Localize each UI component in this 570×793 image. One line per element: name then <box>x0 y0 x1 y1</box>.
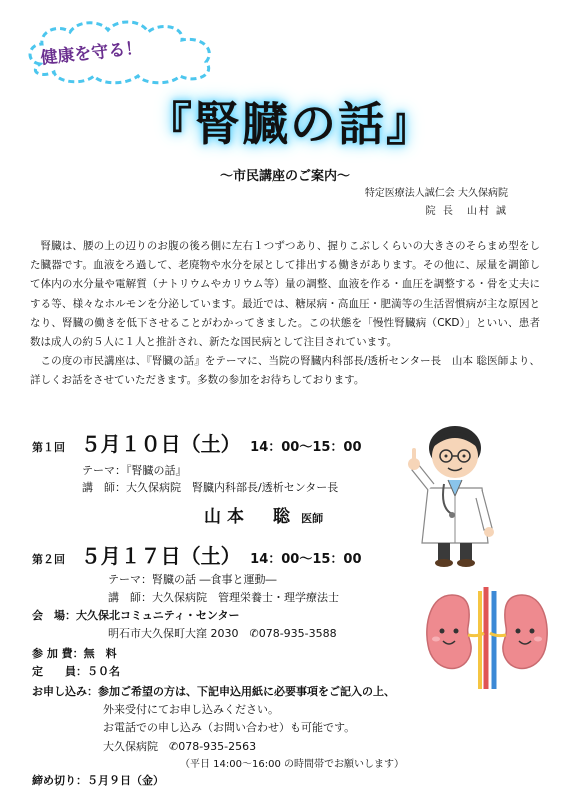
apply-line-3: お電話での申し込み（お問い合わせ）も可能です。 <box>103 721 356 734</box>
session-2-heading <box>32 540 362 569</box>
session-2-number: 第２回 <box>32 553 65 566</box>
phone-hours: （平日 14:00～16:00 の時間帯でお願いします） <box>180 759 404 770</box>
session-1-date: ５月１０日（土） <box>80 432 241 456</box>
organization: 特定医療法人誠仁会 大久保病院 <box>364 188 508 199</box>
lecturer-name: 山本 聡 <box>204 507 296 527</box>
venue: 会 場：大久保北コミュニティ・センター <box>32 609 240 622</box>
capacity: 定 員：５０名 <box>32 665 120 678</box>
cloud-text: 健康を守る！ <box>39 38 144 69</box>
session-1-heading <box>32 428 362 457</box>
lecturer-suffix: 医師 <box>301 512 324 525</box>
phone: 大久保病院 ✆078-935-2563 <box>103 740 257 753</box>
address: 明石市大久保町大窪 2030 ✆078-935-3588 <box>108 627 337 640</box>
doctor-illustration <box>400 418 510 568</box>
session-1-theme: テーマ：『腎臓の話』 <box>82 464 187 477</box>
apply-line-2: 外来受付にてお申し込みください。 <box>103 703 279 716</box>
fee: 参 加 費：無 料 <box>32 647 117 660</box>
session-2-theme: テーマ：腎臓の話 ―食事と運動― <box>108 573 277 586</box>
page-title: 『腎臓の話』 <box>146 97 434 151</box>
session-1-number: 第１回 <box>32 441 65 454</box>
session-1-lecturer-label: 講 師：大久保病院 腎臓内科部長/透析センター長 <box>82 481 339 494</box>
session-2-time: 14：00～15：00 <box>250 552 362 567</box>
session-2-date: ５月１７日（土） <box>80 544 241 568</box>
apply-line-1: お申し込み：参加ご希望の方は、下記申込用紙に必要事項をご記入の上、 <box>32 685 395 698</box>
deadline: 締め切り：５月９日（金） <box>32 774 164 787</box>
intro-text <box>30 237 540 391</box>
subtitle: ～市民講座のご案内～ <box>219 169 350 184</box>
intro-paragraph-1: 腎臓は、腰の上の辺りのお腹の後ろ側に左右１つずつあり、握りこぶしくらいの大きさのそらまめ型をした臓器です。血液をろ過して、老廃物や水分を尿として排出する働きがあります。その他に、尿量を調節して体内の水分量や電解質（ナトリウムやカリウム等）量の調整、血液を作る・血圧を調整する・骨を丈夫にする等、様々なホルモンを分泌しています。最近では、糖尿病・高血圧・肥満等の生活習慣病が主な原因となり、腎臓の働きを低下させることがわかってきました。この状態を「慢性腎臓病（CKD）」といい、患者数は成人の約５人に１人と推計され、新たな国民病として注目されています。 <box>30 240 540 349</box>
session-2-lecturer: 講 師：大久保病院 管理栄養士・理学療法士 <box>108 591 339 604</box>
session-1-lecturer <box>204 502 323 527</box>
director: 院 長 山村 誠 <box>425 206 508 217</box>
kidney-illustration <box>422 585 552 695</box>
session-1-time: 14：00～15：00 <box>250 440 362 455</box>
intro-paragraph-2: この度の市民講座は、『腎臓の話』をテーマに、当院の腎臓内科部長/透析センター長 山本 聡医師より、詳しくお話をさせていただきます。多数の参加をお待ちしております。 <box>30 355 540 387</box>
